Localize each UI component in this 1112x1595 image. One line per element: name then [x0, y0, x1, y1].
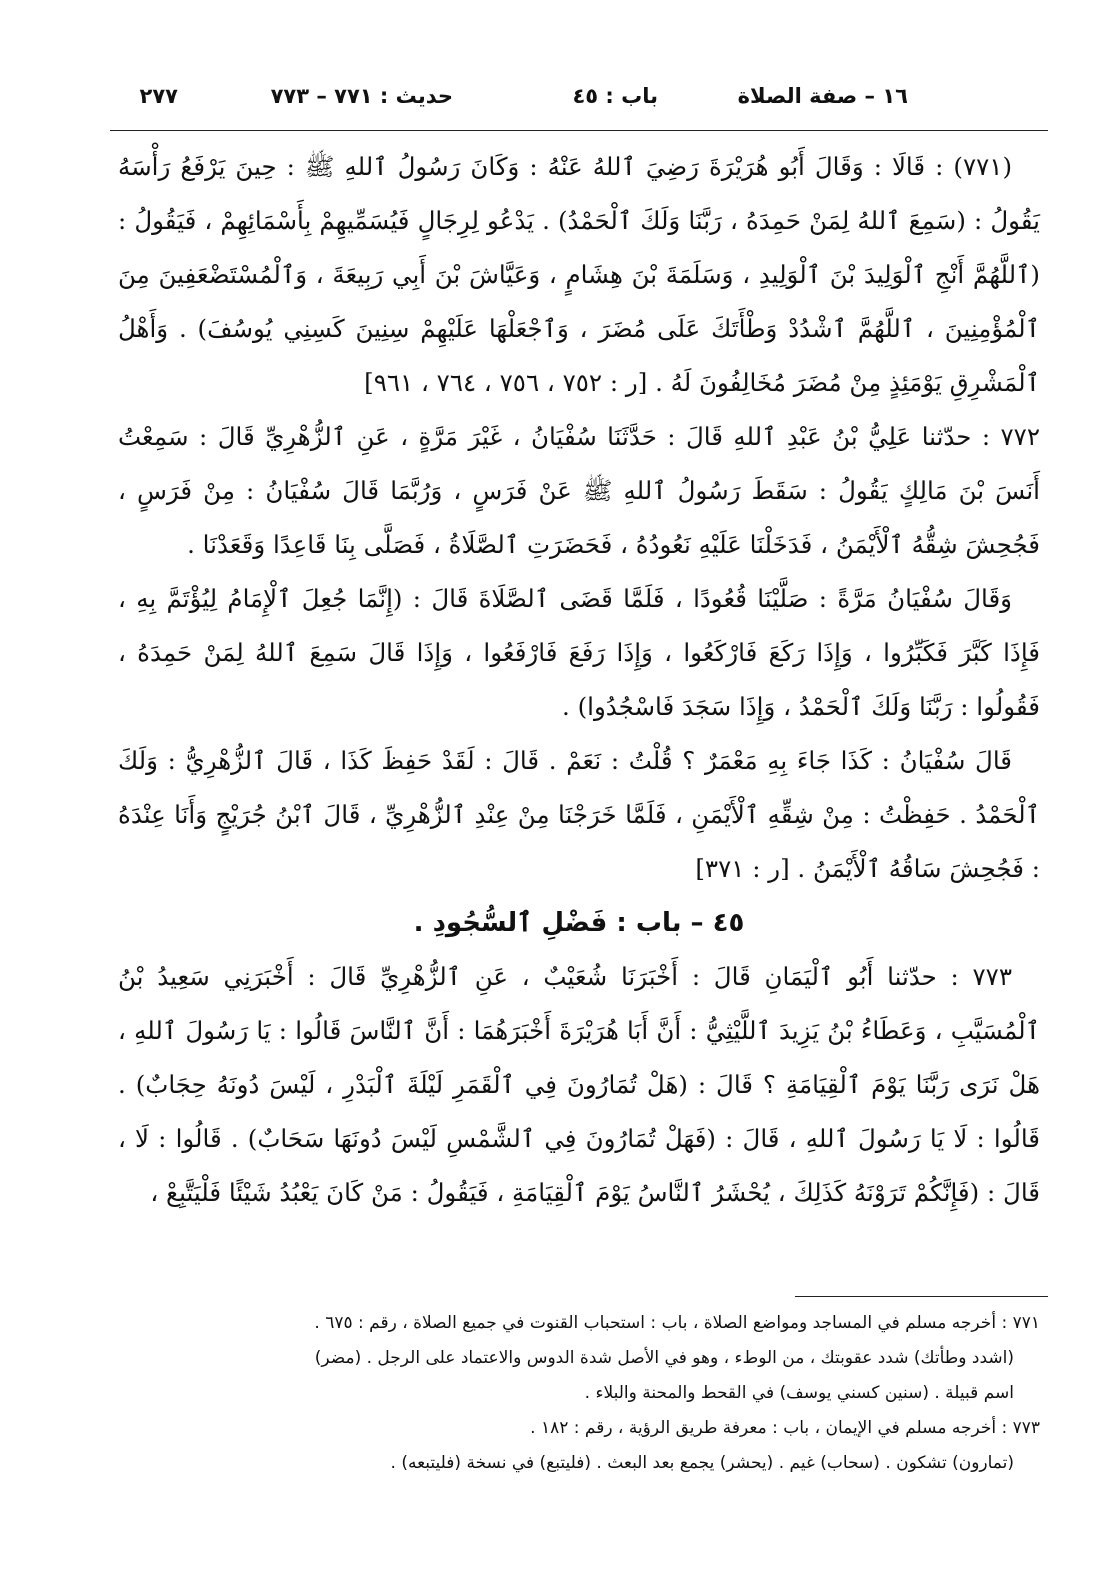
header-hadith-range: حديث : ٧٧١ – ٧٧٣ [270, 84, 453, 108]
hadith-771-paragraph: (٧٧١) : قَالَا : وَقَالَ أَبُو هُرَيْرَةَ رَضِيَ ٱللهُ عَنْهُ : وَكَانَ رَسُولُ ٱللهِ ﷺ : حِينَ يَرْفَعُ رَأْسَهُ يَقُولُ : (سَمِعَ ٱللهُ لِمَنْ حَمِدَهُ ، رَبَّنَا وَلَكَ ٱلْحَمْدُ) . يَدْعُو لِرِجَالٍ فَيُسَمِّيهِمْ بِأَسْمَائِهِمْ ، فَيَقُولُ : (ٱللَّهُمَّ أَنْجِ ٱلْوَلِيدَ بْنَ ٱلْوَلِيدِ ، وَسَلَمَةَ بْنَ هِشَامٍ ، وَعَيَّاشَ بْنَ أَبِي رَبِيعَةَ ، وَٱلْمُسْتَضْعَفِينَ مِنَ ٱلْمُؤْمِنِينَ ، ٱللَّهُمَّ ٱشْدُدْ وَطْأَتَكَ عَلَى مُضَرَ ، وَٱجْعَلْهَا عَلَيْهِمْ سِنِينَ كَسِنِي يُوسُفَ) . وَأَهْلُ ٱلْمَشْرِقِ يَوْمَئِذٍ مِنْ مُضَرَ مُخَالِفُونَ لَهُ . [ر : ٧٥٢ ، ٧٥٦ ، ٧٦٤ ، ٩٦١] [118, 152, 1040, 397]
hadith-772-paragraph: ٧٧٢ : حدّثنا عَلِيُّ بْنُ عَبْدِ ٱللهِ قَالَ : حَدَّثَنَا سُفْيَانُ ، غَيْرَ مَرَّةٍ ، عَنِ ٱلزُّهْرِيِّ قَالَ : سَمِعْتُ أَنَسَ بْنَ مَالِكٍ يَقُولُ : سَقَطَ رَسُولُ ٱللهِ ﷺ عَنْ فَرَسٍ ، وَرُبَّمَا قَالَ سُفْيَانُ : مِنْ فَرَسٍ ، فَجُحِشَ شِقُّهُ ٱلْأَيْمَنُ ، فَدَخَلْنَا عَلَيْهِ نَعُودُهُ ، فَحَضَرَتِ ٱلصَّلَاةُ ، فَصَلَّى بِنَا قَاعِدًا وَقَعَدْنَا . [118, 422, 1040, 559]
footnote-773: ٧٧٣ : أخرجه مسلم في الإيمان ، باب : معرفة طريق الرؤية ، رقم : ١٨٢ . [530, 1418, 1040, 1438]
hadith-772-commentary: قَالَ سُفْيَانُ : كَذَا جَاءَ بِهِ مَعْمَرٌ ؟ قُلْتُ : نَعَمْ . قَالَ : لَقَدْ حَفِظَ كَذَا ، قَالَ ٱلزُّهْرِيُّ : وَلَكَ ٱلْحَمْدُ . حَفِظْتُ : مِنْ شِقِّهِ ٱلْأَيْمَنِ ، فَلَمَّا خَرَجْنَا مِنْ عِنْدِ ٱلزُّهْرِيِّ ، قَالَ ٱبْنُ جُرَيْجٍ وَأَنَا عِنْدَهُ : فَجُحِشَ سَاقُهُ ٱلْأَيْمَنُ . [ر : ٣٧١] [118, 746, 1040, 883]
header-bab: باب : ٤٥ [572, 84, 658, 108]
footnotes [118, 1306, 1040, 1481]
running-header [110, 78, 1048, 118]
hadith-772-continuation: وَقَالَ سُفْيَانُ مَرَّةً : صَلَّيْنَا قُعُودًا ، فَلَمَّا قَضَى ٱلصَّلَاةَ قَالَ : (إِنَّمَا جُعِلَ ٱلْإِمَامُ لِيُؤْتَمَّ بِهِ ، فَإِذَا كَبَّرَ فَكَبِّرُوا ، وَإِذَا رَكَعَ فَارْكَعُوا ، وَإِذَا رَفَعَ فَارْفَعُوا ، وَإِذَا قَالَ سَمِعَ ٱللهُ لِمَنْ حَمِدَهُ ، فَقُولُوا : رَبَّنَا وَلَكَ ٱلْحَمْدُ ، وَإِذَا سَجَدَ فَاسْجُدُوا) . [118, 584, 1040, 721]
footnote-773-gloss: (تمارون) تشكون . (سحاب) غيم . (يحشر) يجمع بعد البعث . (فليتبع) في نسخة (فليتبعه) . [390, 1453, 1014, 1473]
header-divider [110, 130, 1048, 131]
footnote-771: ٧٧١ : أخرجه مسلم في المساجد ومواضع الصلاة ، باب : استحباب القنوت في جميع الصلاة ، رقم : ٦٧٥ . [314, 1313, 1040, 1333]
header-chapter: ١٦ – صفة الصلاة [737, 84, 908, 108]
chapter-title: ٤٥ – باب : فَضْلِ ٱلسُّجُودِ . [413, 908, 745, 938]
main-text [118, 140, 1040, 1220]
footnote-771-gloss-cont: اسم قبيلة . (سنين كسني يوسف) في القحط والمحنة والبلاء . [584, 1383, 1014, 1403]
footnote-divider [795, 1296, 1048, 1297]
hadith-773-paragraph: ٧٧٣ : حدّثنا أَبُو ٱلْيَمَانِ قَالَ : أَخْبَرَنَا شُعَيْبٌ ، عَنِ ٱلزُّهْرِيِّ قَالَ : أَخْبَرَنِي سَعِيدُ بْنُ ٱلْمُسَيَّبِ ، وَعَطَاءُ بْنُ يَزِيدَ ٱللَّيْثِيُّ : أَنَّ أَبَا هُرَيْرَةَ أَخْبَرَهُمَا : أَنَّ ٱلنَّاسَ قَالُوا : يَا رَسُولَ ٱللهِ ، هَلْ نَرَى رَبَّنَا يَوْمَ ٱلْقِيَامَةِ ؟ قَالَ : (هَلْ تُمَارُونَ فِي ٱلْقَمَرِ لَيْلَةَ ٱلْبَدْرِ ، لَيْسَ دُونَهُ حِجَابٌ) . قَالُوا : لَا يَا رَسُولَ ٱللهِ ، قَالَ : (فَهَلْ تُمَارُونَ فِي ٱلشَّمْسِ لَيْسَ دُونَهَا سَحَابٌ) . قَالُوا : لَا ، قَالَ : (فَإِنَّكُمْ تَرَوْنَهُ كَذَلِكَ ، يُحْشَرُ ٱلنَّاسُ يَوْمَ ٱلْقِيَامَةِ ، فَيَقُولُ : مَنْ كَانَ يَعْبُدُ شَيْئًا فَلْيَتَّبِعْ ، [118, 962, 1040, 1207]
page-number: ٢٧٧ [139, 84, 178, 108]
footnote-771-gloss: (اشدد وطأتك) شدد عقوبتك ، من الوطء ، وهو في الأصل شدة الدوس والاعتماد على الرجل . (مضر) [314, 1348, 1014, 1368]
